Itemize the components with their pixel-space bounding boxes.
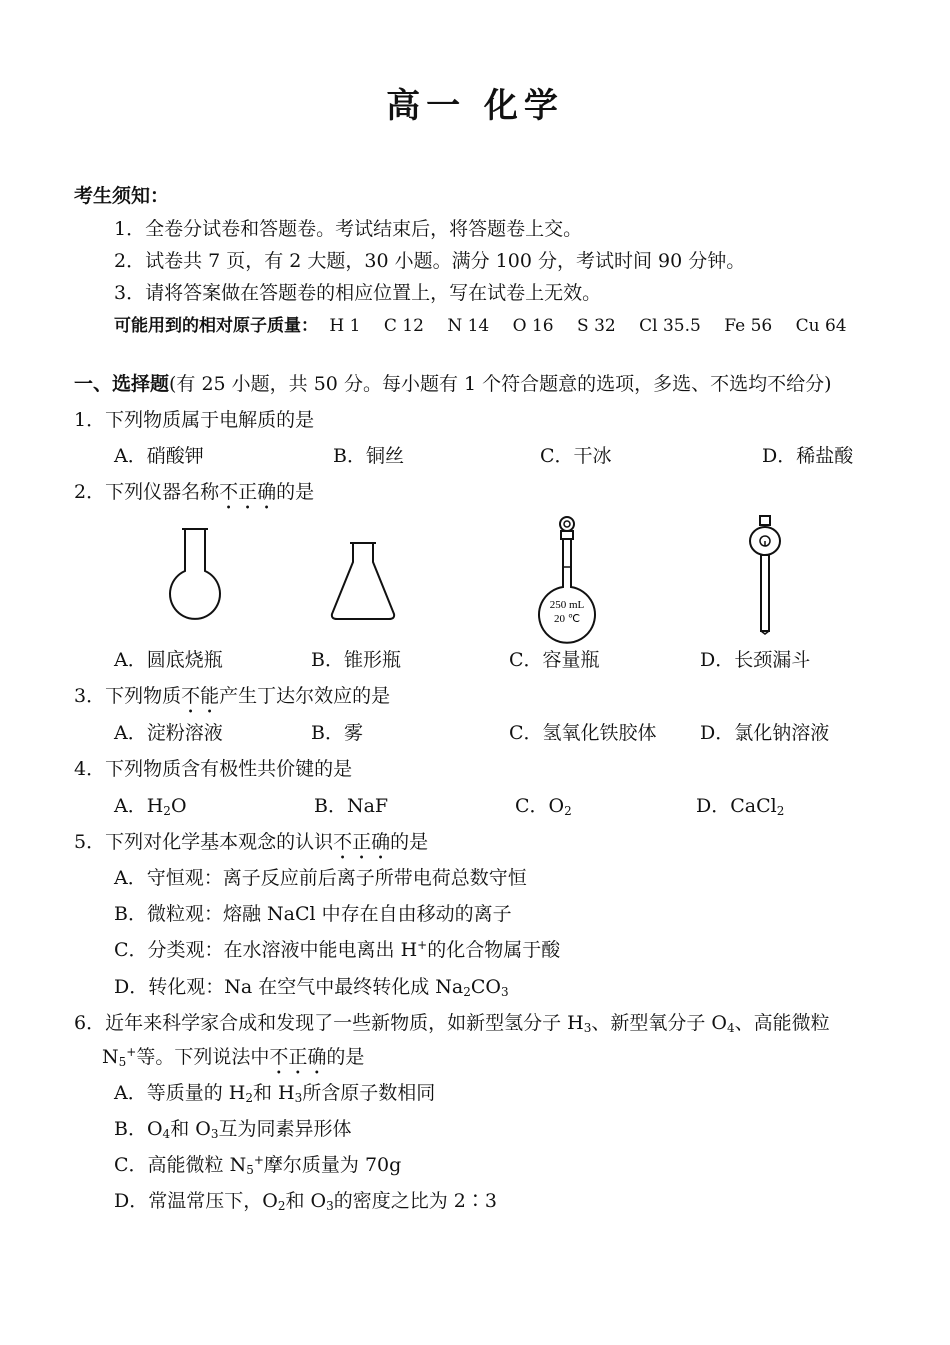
q4d-text: D．CaCl (696, 795, 777, 817)
q5c-text: C．分类观：在水溶液中能电离出 H (114, 939, 418, 961)
atomic-mass-c: C 12 (383, 316, 424, 336)
q6d-sub: 3 (326, 1199, 334, 1213)
q4a-text: O (170, 795, 187, 817)
q6-text: 6．近年来科学家合成和发现了一些新物质，如新型氢分子 H (74, 1012, 584, 1034)
q5-stem-part: 5．下列对化学基本观念的认识 (74, 831, 334, 853)
q6d-sub: 2 (277, 1199, 286, 1213)
q5-option-a: A．守恒观：离子反应前后离子所带电荷总数守恒 (114, 867, 527, 889)
section-title: 一、选择题 (74, 373, 170, 395)
question-4-stem: 4．下列物质含有极性共价键的是 (74, 758, 353, 780)
q5d-sub: 2 (463, 985, 471, 999)
q6b-text: 互为同素异形体 (218, 1118, 352, 1140)
q4-option-a (114, 794, 187, 818)
atomic-mass-n: N 14 (447, 316, 490, 336)
atomic-mass-cl: Cl 35.5 (639, 316, 701, 336)
q4d-sub: 2 (776, 804, 785, 818)
separatory-funnel-icon (742, 513, 788, 635)
q6c-text: C．高能微粒 N (114, 1154, 247, 1176)
q1-option-c: C．干冰 (540, 445, 612, 467)
q6d-text: D．常温常压下，O (114, 1190, 278, 1212)
q4-option-c (515, 794, 572, 818)
question-6-stem-line1 (74, 1011, 830, 1035)
q6a-text: 和 H (252, 1082, 295, 1104)
notice-item-2: 2．试卷共 7 页，有 2 大题，30 小题。满分 100 分，考试时间 90 分钟。 (114, 250, 746, 272)
q3-option-b: B．雾 (311, 722, 363, 744)
question-2-stem (74, 480, 314, 514)
q3-option-c: C．氢氧化铁胶体 (509, 722, 657, 744)
q6c-sup: + (253, 1153, 264, 1167)
q6-text: 的是 (326, 1046, 365, 1068)
q6-option-b (114, 1117, 351, 1141)
q5-option-c (114, 938, 560, 962)
q5-option-b: B．微粒观：熔融 NaCl 中存在自由移动的离子 (114, 903, 512, 925)
q6-text: N (102, 1046, 119, 1068)
atomic-mass-s: S 32 (577, 316, 616, 336)
q5d-text: CO (470, 976, 501, 998)
q5-stem-emphasis: 不正确 (333, 831, 391, 853)
atomic-mass-label: 可能用到的相对原子质量： (114, 316, 318, 336)
q6-text: 、新型氧分子 O (591, 1012, 727, 1034)
q5-stem-part: 的是 (390, 831, 429, 853)
q1-option-b: B．铜丝 (333, 445, 404, 467)
q6a-text: A．等质量的 H (114, 1082, 246, 1104)
q2-option-d: D．长颈漏斗 (700, 649, 811, 671)
q6-sup: + (126, 1045, 137, 1059)
atomic-mass-o: O 16 (512, 316, 554, 336)
q6c-text: 摩尔质量为 70g (263, 1154, 402, 1176)
q6b-sub: 4 (162, 1127, 171, 1141)
atomic-mass-fe: Fe 56 (724, 316, 773, 336)
q2-option-a: A．圆底烧瓶 (114, 649, 223, 671)
q2-stem-part: 2．下列仪器名称 (74, 481, 220, 503)
atomic-mass-cu: Cu 64 (795, 316, 847, 336)
q6-option-a (114, 1081, 435, 1105)
q6-sub: 3 (583, 1021, 592, 1035)
q2-stem-emphasis: 不正确 (219, 481, 277, 503)
q3-stem-emphasis: 不能 (181, 685, 220, 707)
q3-stem-part: 3．下列物质 (74, 685, 182, 707)
q6-sub: 4 (726, 1021, 735, 1035)
flask-volume-label: 250 mL (549, 599, 585, 611)
q3-option-d: D．氯化钠溶液 (700, 722, 830, 744)
q5c-sup: + (417, 938, 428, 952)
page-title: 高一 化学 (386, 86, 564, 126)
erlenmeyer-flask-icon (328, 540, 398, 622)
round-bottom-flask-icon (160, 525, 230, 620)
q1-option-a: A．硝酸钾 (114, 445, 204, 467)
q4c-sub: 2 (564, 804, 572, 818)
section-heading (74, 372, 832, 396)
notice-item-3: 3．请将答案做在答题卷的相应位置上，写在试卷上无效。 (114, 282, 602, 304)
q3-stem-part: 产生丁达尔效应的是 (219, 685, 391, 707)
q4a-sub: 2 (163, 804, 171, 818)
question-3-stem (74, 684, 390, 718)
notice-heading: 考生须知： (74, 185, 170, 207)
q5c-text: 的化合物属于酸 (427, 939, 561, 961)
flask-temp-label: 20 ℃ (553, 613, 581, 625)
q6a-sub: 2 (245, 1091, 253, 1105)
q6-option-d (114, 1189, 497, 1213)
q6-text: 、高能微粒 (734, 1012, 830, 1034)
q2-option-b: B．锥形瓶 (311, 649, 401, 671)
q2-stem-part: 的是 (276, 481, 315, 503)
question-1-stem: 1．下列物质属于电解质的是 (74, 409, 315, 431)
question-6-stem-line2 (102, 1045, 364, 1079)
q6b-sub: 3 (210, 1127, 219, 1141)
q6b-text: 和 O (170, 1118, 211, 1140)
q5-option-d (114, 975, 509, 999)
question-5-stem (74, 830, 428, 864)
q6d-text: 和 O (285, 1190, 327, 1212)
q1-option-d: D．稀盐酸 (762, 445, 854, 467)
notice-item-1: 1．全卷分试卷和答题卷。考试结束后，将答题卷上交。 (114, 218, 583, 240)
q6a-sub: 3 (294, 1091, 303, 1105)
section-note: (有 25 小题，共 50 分。每小题有 1 个符合题意的选项，多选、不选均不给分) (169, 373, 832, 395)
q5d-text: D．转化观：Na 在空气中最终转化成 Na (114, 976, 464, 998)
volumetric-flask-icon (534, 515, 600, 633)
atomic-mass-line (114, 314, 847, 338)
q4a-text: A．H (114, 795, 164, 817)
q4-option-d (696, 794, 784, 818)
q6d-text: 的密度之比为 2∶3 (333, 1190, 497, 1212)
q6-text: 等。下列说法中 (136, 1046, 270, 1068)
q6-stem-emphasis: 不正确 (269, 1046, 327, 1068)
q6-sub: 5 (118, 1055, 127, 1069)
q6b-text: B．O (114, 1118, 163, 1140)
q6c-sub: 5 (246, 1163, 254, 1177)
q6a-text: 所含原子数相同 (302, 1082, 436, 1104)
atomic-mass-h: H 1 (329, 316, 361, 336)
q3-option-a: A．淀粉溶液 (114, 722, 223, 744)
q4c-text: C．O (515, 795, 565, 817)
q6-option-c (114, 1153, 401, 1177)
q2-option-c: C．容量瓶 (509, 649, 600, 671)
q5d-sub: 3 (500, 985, 509, 999)
q4-option-b: B．NaF (314, 795, 389, 817)
